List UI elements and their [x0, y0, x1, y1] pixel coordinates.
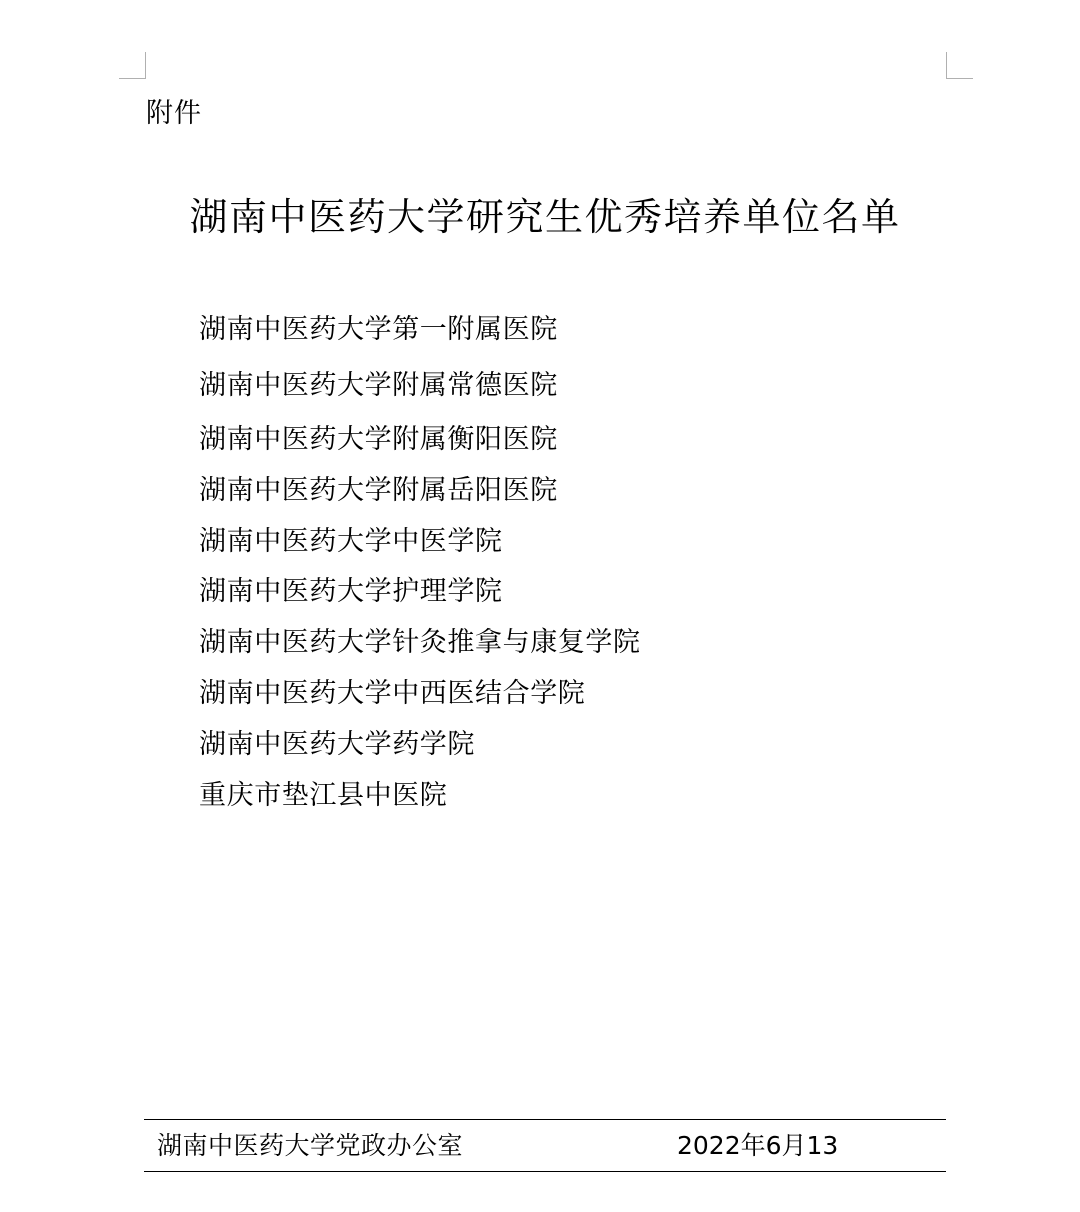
crop-mark-top-right: [946, 52, 973, 79]
footer-rule-bottom: [144, 1171, 946, 1172]
unit-list-item: 湖南中医药大学护理学院: [199, 576, 503, 607]
document-title: 湖南中医药大学研究生优秀培养单位名单: [189, 195, 901, 239]
crop-mark-top-left: [119, 52, 146, 79]
unit-list-item: 湖南中医药大学附属岳阳医院: [199, 475, 558, 506]
unit-list-item: 湖南中医药大学第一附属医院: [199, 314, 558, 345]
unit-list-item: 重庆市垫江县中医院: [199, 780, 448, 811]
footer-issuing-office: 湖南中医药大学党政办公室: [157, 1131, 464, 1160]
unit-list-item: 湖南中医药大学中西医结合学院: [199, 678, 586, 709]
unit-list-item: 湖南中医药大学针灸推拿与康复学院: [199, 627, 641, 658]
footer-rule-top: [144, 1119, 946, 1120]
unit-list-item: 湖南中医药大学附属常德医院: [199, 370, 558, 401]
unit-list-item: 湖南中医药大学中医学院: [199, 526, 503, 557]
unit-list-item: 湖南中医药大学药学院: [199, 729, 475, 760]
unit-list-item: 湖南中医药大学附属衡阳医院: [199, 424, 558, 455]
attachment-label: 附件: [146, 98, 202, 129]
footer-issue-date: 2022年6月13: [677, 1131, 839, 1160]
